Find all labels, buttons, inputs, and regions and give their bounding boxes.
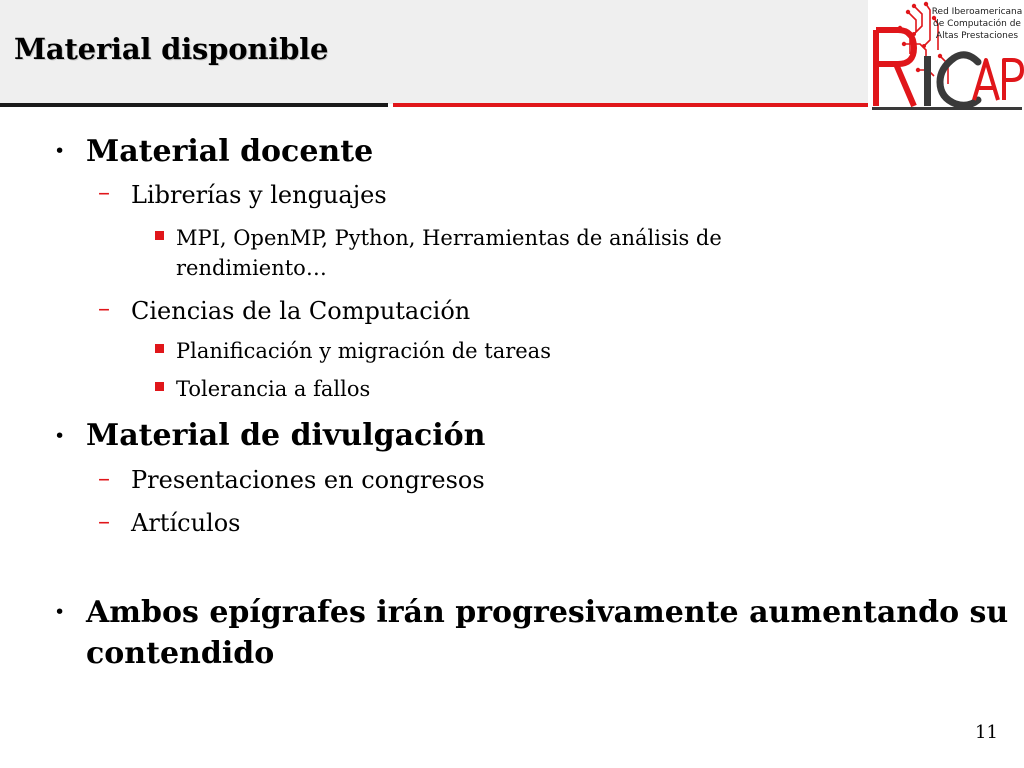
logo-text-line1: Red Iberoamericana xyxy=(931,7,1023,17)
dash-icon: – xyxy=(98,294,110,322)
sub-sub-item-mpi-line2: rendimiento… xyxy=(176,256,327,280)
title-rule-red xyxy=(393,103,868,107)
sub-item-ciencias: Ciencias de la Computación xyxy=(131,297,471,325)
slide-title: Material disponible xyxy=(14,32,329,66)
dash-icon: – xyxy=(98,178,110,206)
bullet-item-material-docente: Material docente xyxy=(86,134,374,169)
square-bullet-icon xyxy=(155,382,164,391)
sub-item-librerias: Librerías y lenguajes xyxy=(131,181,387,209)
title-rule-dark xyxy=(0,103,388,107)
bullet-dot-icon: • xyxy=(54,140,66,162)
ricap-logo xyxy=(870,0,1024,112)
sub-item-articulos: Artículos xyxy=(131,509,241,537)
dash-icon: – xyxy=(98,464,110,492)
sub-sub-item-mpi-line1: MPI, OpenMP, Python, Herramientas de análisis de xyxy=(176,226,722,250)
logo-text-line3: Altas Prestaciones xyxy=(935,31,1019,41)
logo-text-line2: de Computación de xyxy=(933,19,1021,29)
sub-sub-item-tolerancia: Tolerancia a fallos xyxy=(176,377,371,401)
bullet-item-material-divulgacion: Material de divulgación xyxy=(86,418,486,453)
sub-item-presentaciones: Presentaciones en congresos xyxy=(131,466,485,494)
bullet-dot-icon: • xyxy=(54,601,66,623)
bullet-dot-icon: • xyxy=(54,425,66,447)
bullet-item-ambos-line2: contendido xyxy=(86,636,275,671)
page-number: 11 xyxy=(975,722,998,743)
square-bullet-icon xyxy=(155,231,164,240)
bullet-item-ambos-line1: Ambos epígrafes irán progresivamente aumentando su xyxy=(86,595,1009,630)
sub-sub-item-planificacion: Planificación y migración de tareas xyxy=(176,339,551,363)
square-bullet-icon xyxy=(155,344,164,353)
dash-icon: – xyxy=(98,507,110,535)
